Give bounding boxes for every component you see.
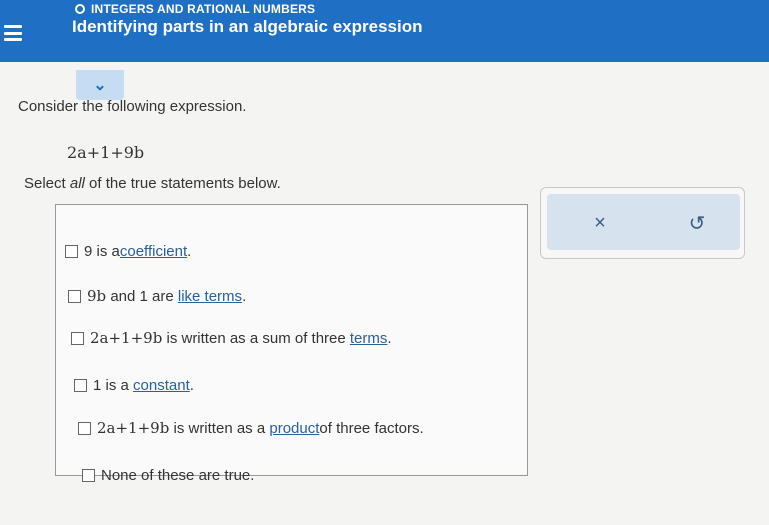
option-text: is written as a: [169, 419, 270, 437]
option-text-end: .: [387, 329, 392, 347]
action-panel: [540, 187, 745, 259]
checkbox[interactable]: [78, 422, 91, 435]
option-text: None of these are true.: [101, 467, 255, 484]
action-buttons: [547, 194, 740, 250]
expression-term-2: +1: [86, 143, 111, 162]
definition-link[interactable]: constant: [133, 377, 190, 394]
option-text-end: of three factors.: [319, 419, 424, 437]
option-text: 1 is a: [93, 377, 134, 394]
option-2[interactable]: [68, 287, 246, 305]
instruction-emphasis: all: [69, 175, 85, 192]
header-bar: [0, 0, 769, 62]
checkbox[interactable]: [68, 290, 81, 303]
definition-link[interactable]: like terms: [177, 287, 243, 305]
option-text: and 1 are: [106, 287, 178, 305]
page-title: Identifying parts in an algebraic expression: [72, 17, 423, 36]
topic-label: [75, 2, 315, 16]
checkbox[interactable]: [71, 332, 84, 345]
expression-term-3: +9b: [110, 143, 145, 162]
definition-link[interactable]: coefficient: [119, 243, 188, 260]
checkbox[interactable]: [82, 469, 95, 482]
definition-link[interactable]: terms: [349, 329, 388, 347]
topic-dot-icon: [75, 4, 85, 14]
chevron-down-icon[interactable]: ⌄: [76, 70, 124, 100]
option-math: 2a+1+9b: [97, 419, 170, 437]
option-5[interactable]: [78, 419, 424, 437]
expression-term-1: 2a: [67, 143, 87, 162]
option-text: 9 is a: [84, 243, 120, 260]
expression: [67, 143, 144, 162]
definition-link[interactable]: product: [269, 419, 320, 437]
option-text-end: .: [242, 287, 247, 305]
hamburger-menu-icon[interactable]: [0, 22, 26, 44]
option-text-end: .: [189, 377, 194, 394]
question-prompt: Consider the following expression.: [18, 98, 247, 115]
option-math: 2a+1+9b: [90, 329, 163, 347]
option-text: is written as a sum of three: [162, 329, 350, 347]
option-3[interactable]: [71, 329, 392, 347]
option-text-end: .: [187, 243, 192, 260]
instruction-pre: Select: [24, 175, 70, 192]
x-icon[interactable]: ×: [594, 211, 606, 234]
topic-text: INTEGERS AND RATIONAL NUMBERS: [91, 2, 316, 16]
options-list: [55, 204, 528, 484]
checkbox[interactable]: [74, 379, 87, 392]
checkbox[interactable]: [65, 245, 78, 258]
option-4[interactable]: [74, 377, 194, 394]
instruction: [24, 175, 281, 192]
option-6[interactable]: [82, 467, 254, 484]
instruction-post: of the true statements below.: [84, 175, 281, 192]
option-math: 9b: [87, 287, 107, 305]
undo-icon[interactable]: ↺: [688, 212, 706, 235]
option-1[interactable]: [65, 243, 191, 260]
